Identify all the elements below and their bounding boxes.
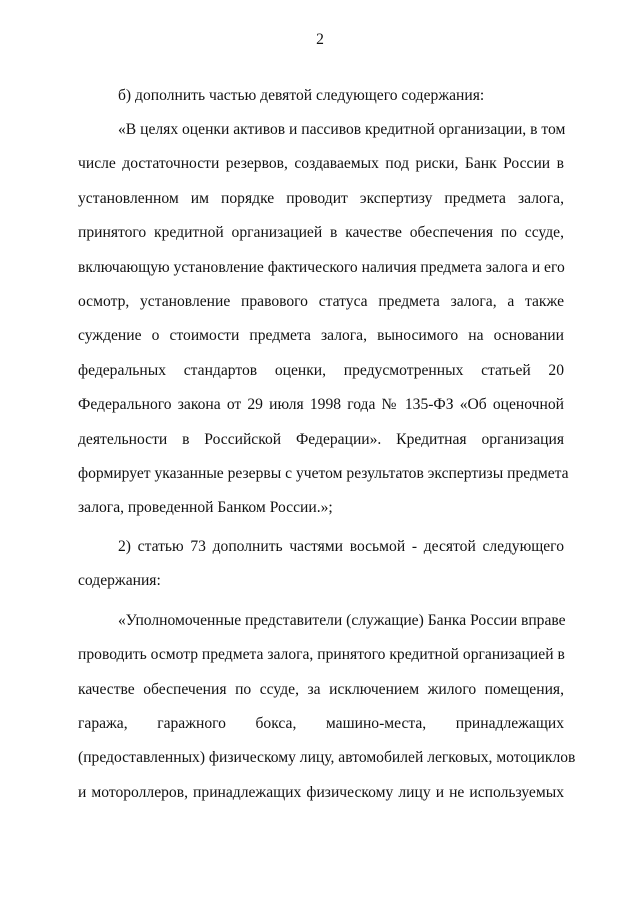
paragraph-line: «Уполномоченные представители (служащие) Банка России вправе [118, 612, 566, 629]
paragraph-line: качестве обеспечения по ссуде, за исключением жилого помещения, [78, 681, 564, 698]
paragraph-line: гаража, гаражного бокса, машино-места, принадлежащих [78, 715, 564, 732]
paragraph-line: проводить осмотр предмета залога, принятого кредитной организацией в [78, 646, 565, 663]
paragraph-line: числе достаточности резервов, создаваемых под риски, Банк России в [78, 155, 564, 172]
paragraph-line: формирует указанные резервы с учетом результатов экспертизы предмета [78, 465, 569, 482]
page-number: 2 [316, 31, 324, 48]
paragraph-line: включающую установление фактического наличия предмета залога и его [78, 259, 565, 276]
paragraph-line: б) дополнить частью девятой следующего содержания: [118, 87, 485, 104]
paragraph-line: 2) статью 73 дополнить частями восьмой - десятой следующего [118, 538, 564, 555]
paragraph-line: залога, проведенной Банком России.»; [78, 499, 333, 516]
paragraph-line: суждение о стоимости предмета залога, выносимого на основании [78, 327, 564, 344]
paragraph-line: федеральных стандартов оценки, предусмотренных статьей 20 [78, 362, 564, 379]
paragraph-line: и мотороллеров, принадлежащих физическому лицу и не используемых [78, 784, 564, 801]
paragraph-line: содержания: [78, 572, 161, 589]
paragraph-line: Федерального закона от 29 июля 1998 года № 135-ФЗ «Об оценочной [78, 396, 564, 413]
paragraph-line: деятельности в Российской Федерации». Кредитная организация [78, 431, 564, 448]
paragraph-line: принятого кредитной организацией в качестве обеспечения по ссуде, [78, 224, 564, 241]
paragraph-line: осмотр, установление правового статуса предмета залога, а также [78, 293, 564, 310]
paragraph-line: установленном им порядке проводит экспертизу предмета залога, [78, 190, 564, 207]
paragraph-line: (предоставленных) физическому лицу, автомобилей легковых, мотоциклов [78, 749, 576, 766]
paragraph-line: «В целях оценки активов и пассивов кредитной организации, в том [118, 121, 566, 138]
